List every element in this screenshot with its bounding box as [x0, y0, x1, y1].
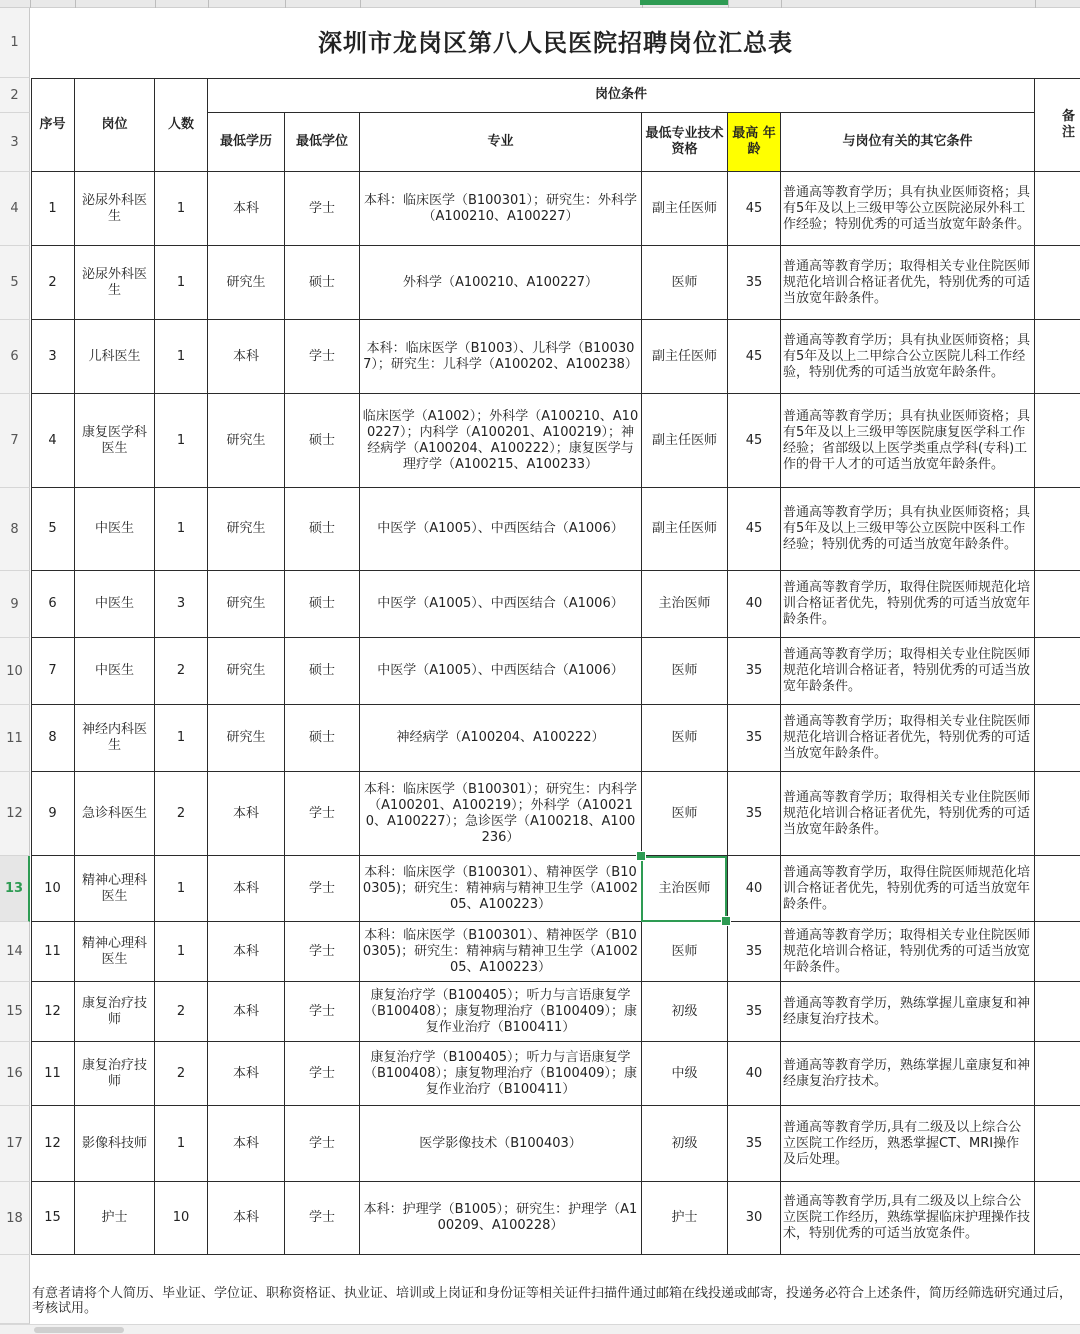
cell-degree[interactable]: 学士: [285, 1182, 360, 1255]
cell-seq[interactable]: 4: [31, 394, 75, 488]
cell-count[interactable]: 1: [155, 488, 208, 571]
cell-remark[interactable]: [1035, 982, 1080, 1042]
cell-education[interactable]: 本科: [208, 1042, 285, 1106]
cell-title-requirement[interactable]: 护士: [642, 1182, 728, 1255]
cell-seq[interactable]: 10: [31, 856, 75, 922]
cell-position[interactable]: 中医生: [75, 638, 155, 705]
header-conditions[interactable]: 岗位条件: [208, 78, 1035, 113]
cell-max-age[interactable]: 35: [728, 922, 781, 982]
row-number[interactable]: 13: [0, 856, 30, 922]
cell-seq[interactable]: 11: [31, 1042, 75, 1106]
cell-count[interactable]: 1: [155, 394, 208, 488]
cell-degree[interactable]: 硕士: [285, 246, 360, 320]
cell-seq[interactable]: 1: [31, 172, 75, 246]
cell-remark[interactable]: [1035, 638, 1080, 705]
cell-seq[interactable]: 7: [31, 638, 75, 705]
header-max-age[interactable]: 最高 年龄: [728, 113, 781, 172]
cell-max-age[interactable]: 40: [728, 856, 781, 922]
cell-degree[interactable]: 硕士: [285, 394, 360, 488]
cell-major[interactable]: 本科：临床医学（B1003）、儿科学（B100307）；研究生：儿科学（A100202、A100238）: [360, 320, 642, 394]
cell-education[interactable]: 研究生: [208, 638, 285, 705]
selection-handle-top-left[interactable]: [636, 851, 646, 861]
cell-title-requirement[interactable]: 主治医师: [642, 571, 728, 638]
row-number[interactable]: 9: [0, 571, 30, 638]
cell-title-requirement[interactable]: 副主任医师: [642, 172, 728, 246]
cell-remark[interactable]: [1035, 772, 1080, 856]
selection-handle-bottom-right[interactable]: [721, 916, 731, 926]
column-divider: [360, 0, 361, 8]
cell-title-requirement[interactable]: 副主任医师: [642, 394, 728, 488]
cell-education[interactable]: 本科: [208, 772, 285, 856]
row-number[interactable]: 12: [0, 772, 30, 856]
row-number-footnote[interactable]: [0, 1255, 30, 1324]
cell-other-conditions[interactable]: 普通高等教育学历；取得相关专业住院医师规范化培训合格证者优先，特别优秀的可适当放宽年龄条件。: [781, 246, 1035, 320]
cell-seq[interactable]: 12: [31, 1106, 75, 1182]
cell-other-conditions[interactable]: 普通高等教育学历,具有二级及以上综合公立医院工作经历，熟悉掌握CT、MRI操作及后处理。: [781, 1106, 1035, 1182]
cell-remark[interactable]: [1035, 705, 1080, 772]
header-degree[interactable]: 最低学位: [285, 113, 360, 172]
cell-degree[interactable]: 学士: [285, 320, 360, 394]
cell-title-requirement[interactable]: 医师: [642, 772, 728, 856]
cell-other-conditions[interactable]: 普通高等教育学历；具有执业医师资格；具有5年及以上二甲综合公立医院儿科工作经验，特别优秀的可适当放宽年龄条件。: [781, 320, 1035, 394]
cell-other-conditions[interactable]: 普通高等教育学历，取得住院医师规范化培训合格证者优先，特别优秀的可适当放宽年龄条件。: [781, 856, 1035, 922]
cell-title-requirement[interactable]: 初级: [642, 982, 728, 1042]
cell-education[interactable]: 本科: [208, 320, 285, 394]
cell-education[interactable]: 本科: [208, 172, 285, 246]
cell-max-age[interactable]: 40: [728, 571, 781, 638]
header-seq[interactable]: 序号: [31, 78, 75, 172]
selected-column-indicator: [640, 0, 728, 5]
cell-education[interactable]: 研究生: [208, 246, 285, 320]
column-divider: [75, 0, 76, 8]
cell-degree[interactable]: 学士: [285, 1106, 360, 1182]
cell-major[interactable]: 临床医学（A1002）；外科学（A100210、A100227）；内科学（A100201、A100219）；神经病学（A100204、A100222）；康复医学与理疗学（A100215、A100233）: [360, 394, 642, 488]
row-number[interactable]: 17: [0, 1106, 30, 1182]
cell-education[interactable]: 本科: [208, 982, 285, 1042]
cell-max-age[interactable]: 35: [728, 772, 781, 856]
cell-position[interactable]: 精神心理科医生: [75, 856, 155, 922]
cell-position[interactable]: 康复医学科医生: [75, 394, 155, 488]
cell-position[interactable]: 急诊科医生: [75, 772, 155, 856]
cell-seq[interactable]: 6: [31, 571, 75, 638]
row-number[interactable]: 14: [0, 922, 30, 982]
cell-count[interactable]: 3: [155, 571, 208, 638]
cell-education[interactable]: 研究生: [208, 488, 285, 571]
cell-title-requirement[interactable]: 医师: [642, 922, 728, 982]
cell-degree[interactable]: 硕士: [285, 571, 360, 638]
cell-major[interactable]: 医学影像技术（B100403）: [360, 1106, 642, 1182]
row-number[interactable]: 16: [0, 1042, 30, 1106]
cell-major[interactable]: 本科：临床医学（B100301）；研究生：外科学（A100210、A100227）: [360, 172, 642, 246]
row-number[interactable]: 8: [0, 488, 30, 571]
cell-title-requirement[interactable]: 医师: [642, 705, 728, 772]
cell-max-age[interactable]: 35: [728, 638, 781, 705]
cell-count[interactable]: 1: [155, 922, 208, 982]
cell-major[interactable]: 外科学（A100210、A100227）: [360, 246, 642, 320]
column-divider: [1035, 0, 1036, 8]
row-number[interactable]: 10: [0, 638, 30, 705]
cell-position[interactable]: 康复治疗技师: [75, 982, 155, 1042]
cell-position[interactable]: 康复治疗技师: [75, 1042, 155, 1106]
header-education[interactable]: 最低学历: [208, 113, 285, 172]
cell-education[interactable]: 本科: [208, 1182, 285, 1255]
header-remark[interactable]: 备注: [1035, 78, 1080, 172]
cell-max-age[interactable]: 35: [728, 982, 781, 1042]
cell-seq[interactable]: 2: [31, 246, 75, 320]
cell-remark[interactable]: [1035, 1182, 1080, 1255]
cell-max-age[interactable]: 45: [728, 320, 781, 394]
cell-major[interactable]: 本科：临床医学（B100301）、精神医学（B100305)；研究生：精神病与精神卫生学（A100205、A100223）: [360, 922, 642, 982]
cell-education[interactable]: 研究生: [208, 705, 285, 772]
cell-major[interactable]: 本科：临床医学（B100301）、精神医学（B100305)；研究生：精神病与精神卫生学（A100205、A100223）: [360, 856, 642, 922]
row-number[interactable]: 18: [0, 1182, 30, 1255]
row-number[interactable]: 5: [0, 246, 30, 320]
cell-major[interactable]: 中医学（A1005）、中西医结合（A1006）: [360, 488, 642, 571]
cell-remark[interactable]: [1035, 394, 1080, 488]
cell-count[interactable]: 2: [155, 772, 208, 856]
cell-remark[interactable]: [1035, 922, 1080, 982]
cell-seq[interactable]: 5: [31, 488, 75, 571]
row-number[interactable]: 7: [0, 394, 30, 488]
row-number[interactable]: 2: [0, 78, 30, 113]
row-number[interactable]: 15: [0, 982, 30, 1042]
cell-other-conditions[interactable]: 普通高等教育学历，熟练掌握儿童康复和神经康复治疗技术。: [781, 1042, 1035, 1106]
header-title-requirement[interactable]: 最低专业技术资格: [642, 113, 728, 172]
cell-title-requirement[interactable]: 初级: [642, 1106, 728, 1182]
cell-count[interactable]: 2: [155, 1042, 208, 1106]
cell-other-conditions[interactable]: 普通高等教育学历,具有二级及以上综合公立医院工作经历，熟练掌握临床护理操作技术，特别优秀的可适当放宽条件。: [781, 1182, 1035, 1255]
cell-education[interactable]: 本科: [208, 856, 285, 922]
cell-max-age[interactable]: 40: [728, 1042, 781, 1106]
cell-degree[interactable]: 学士: [285, 1042, 360, 1106]
cell-position[interactable]: 儿科医生: [75, 320, 155, 394]
cell-degree[interactable]: 学士: [285, 172, 360, 246]
cell-education[interactable]: 研究生: [208, 394, 285, 488]
cell-degree[interactable]: 硕士: [285, 705, 360, 772]
cell-other-conditions[interactable]: 普通高等教育学历；具有执业医师资格；具有5年及以上三级甲等医院康复医学科工作经验；省部级以上医学类重点学科(专科)工作的骨干人才的可适当放宽年龄条件。: [781, 394, 1035, 488]
cell-major[interactable]: 康复治疗学（B100405）；听力与言语康复学（B100408）；康复物理治疗（B100409）；康复作业治疗（B100411）: [360, 982, 642, 1042]
cell-degree[interactable]: 学士: [285, 982, 360, 1042]
footnote-text: 有意者请将个人简历、毕业证、学位证、职称资格证、执业证、培训或上岗证和身份证等相关证件扫描件通过邮箱在线投递或邮寄，投递务必符合上述条件，简历经筛选研究通过后，考核试用。: [32, 1286, 1073, 1316]
cell-remark[interactable]: [1035, 1042, 1080, 1106]
cell-degree[interactable]: 学士: [285, 856, 360, 922]
cell-remark[interactable]: [1035, 571, 1080, 638]
horizontal-scrollbar[interactable]: [0, 1324, 1080, 1334]
cell-max-age[interactable]: 35: [728, 705, 781, 772]
cell-position[interactable]: 神经内科医生: [75, 705, 155, 772]
row-number[interactable]: 11: [0, 705, 30, 772]
sheet-title[interactable]: 深圳市龙岗区第八人民医院招聘岗位汇总表: [318, 29, 793, 57]
cell-major[interactable]: 本科：护理学（B1005）；研究生：护理学（A100209、A100228）: [360, 1182, 642, 1255]
cell-position[interactable]: 中医生: [75, 571, 155, 638]
cell-other-conditions[interactable]: 普通高等教育学历；具有执业医师资格；具有5年及以上三级甲等公立医院中医科工作经验；特别优秀的可适当放宽年龄条件。: [781, 488, 1035, 571]
cell-major[interactable]: 中医学（A1005）、中西医结合（A1006）: [360, 571, 642, 638]
header-position[interactable]: 岗位: [75, 78, 155, 172]
column-divider: [728, 0, 729, 8]
header-major[interactable]: 专业: [360, 113, 642, 172]
cell-max-age[interactable]: 45: [728, 172, 781, 246]
cell-other-conditions[interactable]: 普通高等教育学历；具有执业医师资格；具有5年及以上三级甲等公立医院泌尿外科工作经验；特别优秀的可适当放宽年龄条件。: [781, 172, 1035, 246]
cell-count[interactable]: 1: [155, 246, 208, 320]
cell-other-conditions[interactable]: 普通高等教育学历，取得住院医师规范化培训合格证者优先，特别优秀的可适当放宽年龄条件。: [781, 571, 1035, 638]
column-divider: [155, 0, 156, 8]
cell-position[interactable]: 泌尿外科医生: [75, 246, 155, 320]
cell-title-requirement[interactable]: 医师: [642, 638, 728, 705]
row-number[interactable]: 6: [0, 320, 30, 394]
cell-title-requirement[interactable]: 副主任医师: [642, 320, 728, 394]
cell-major[interactable]: 本科：临床医学（B100301）；研究生：内科学（A100201、A100219）；外科学（A100210、A100227）；急诊医学（A100218、A100236）: [360, 772, 642, 856]
cell-other-conditions[interactable]: 普通高等教育学历；取得相关专业住院医师规范化培训合格证者优先，特别优秀的可适当放宽年龄条件。: [781, 772, 1035, 856]
cell-max-age[interactable]: 45: [728, 488, 781, 571]
header-other-conditions[interactable]: 与岗位有关的其它条件: [781, 113, 1035, 172]
column-divider: [208, 0, 209, 8]
cell-seq[interactable]: 3: [31, 320, 75, 394]
row-number[interactable]: 1: [0, 8, 30, 78]
cell-max-age[interactable]: 35: [728, 1106, 781, 1182]
cell-position[interactable]: 泌尿外科医生: [75, 172, 155, 246]
header-count[interactable]: 人数: [155, 78, 208, 172]
column-divider: [781, 0, 782, 8]
cell-seq[interactable]: 11: [31, 922, 75, 982]
cell-major[interactable]: 神经病学（A100204、A100222）: [360, 705, 642, 772]
cell-seq[interactable]: 12: [31, 982, 75, 1042]
cell-count[interactable]: 1: [155, 705, 208, 772]
cell-count[interactable]: 2: [155, 638, 208, 705]
cell-degree[interactable]: 硕士: [285, 488, 360, 571]
cell-title-requirement[interactable]: 中级: [642, 1042, 728, 1106]
cell-major[interactable]: 康复治疗学（B100405）；听力与言语康复学（B100408）；康复物理治疗（B100409）；康复作业治疗（B100411）: [360, 1042, 642, 1106]
cell-remark[interactable]: [1035, 1106, 1080, 1182]
cell-remark[interactable]: [1035, 246, 1080, 320]
cell-max-age[interactable]: 35: [728, 246, 781, 320]
cell-major[interactable]: 中医学（A1005）、中西医结合（A1006）: [360, 638, 642, 705]
column-divider: [30, 0, 31, 8]
cell-max-age[interactable]: 30: [728, 1182, 781, 1255]
cell-degree[interactable]: 学士: [285, 922, 360, 982]
cell-degree[interactable]: 学士: [285, 772, 360, 856]
cell-title-requirement[interactable]: 主治医师: [642, 856, 728, 922]
cell-remark[interactable]: [1035, 320, 1080, 394]
cell-remark[interactable]: [1035, 856, 1080, 922]
cell-max-age[interactable]: 45: [728, 394, 781, 488]
column-header-strip: [0, 0, 1080, 8]
cell-education[interactable]: 本科: [208, 1106, 285, 1182]
cell-count[interactable]: 10: [155, 1182, 208, 1255]
row-number[interactable]: 4: [0, 172, 30, 246]
row-number[interactable]: 3: [0, 113, 30, 172]
cell-count[interactable]: 1: [155, 856, 208, 922]
cell-other-conditions[interactable]: 普通高等教育学历，熟练掌握儿童康复和神经康复治疗技术。: [781, 982, 1035, 1042]
cell-seq[interactable]: 15: [31, 1182, 75, 1255]
column-divider: [285, 0, 286, 8]
scrollbar-thumb[interactable]: [34, 1327, 124, 1333]
cell-seq[interactable]: 9: [31, 772, 75, 856]
cell-count[interactable]: 1: [155, 320, 208, 394]
cell-title-requirement[interactable]: 副主任医师: [642, 488, 728, 571]
cell-other-conditions[interactable]: 普通高等教育学历；取得相关专业住院医师规范化培训合格证者，特别优秀的可适当放宽年龄条件。: [781, 638, 1035, 705]
cell-remark[interactable]: [1035, 172, 1080, 246]
cell-title-requirement[interactable]: 医师: [642, 246, 728, 320]
cell-remark[interactable]: [1035, 488, 1080, 571]
cell-position[interactable]: 精神心理科医生: [75, 922, 155, 982]
cell-position[interactable]: 护士: [75, 1182, 155, 1255]
cell-seq[interactable]: 8: [31, 705, 75, 772]
cell-count[interactable]: 1: [155, 172, 208, 246]
cell-position[interactable]: 中医生: [75, 488, 155, 571]
cell-degree[interactable]: 硕士: [285, 638, 360, 705]
cell-count[interactable]: 1: [155, 1106, 208, 1182]
cell-other-conditions[interactable]: 普通高等教育学历；取得相关专业住院医师规范化培训合格证者优先，特别优秀的可适当放宽年龄条件。: [781, 705, 1035, 772]
cell-other-conditions[interactable]: 普通高等教育学历；取得相关专业住院医师规范化培训合格证，特别优秀的可适当放宽年龄条件。: [781, 922, 1035, 982]
cell-count[interactable]: 2: [155, 982, 208, 1042]
cell-position[interactable]: 影像科技师: [75, 1106, 155, 1182]
cell-education[interactable]: 本科: [208, 922, 285, 982]
cell-education[interactable]: 研究生: [208, 571, 285, 638]
